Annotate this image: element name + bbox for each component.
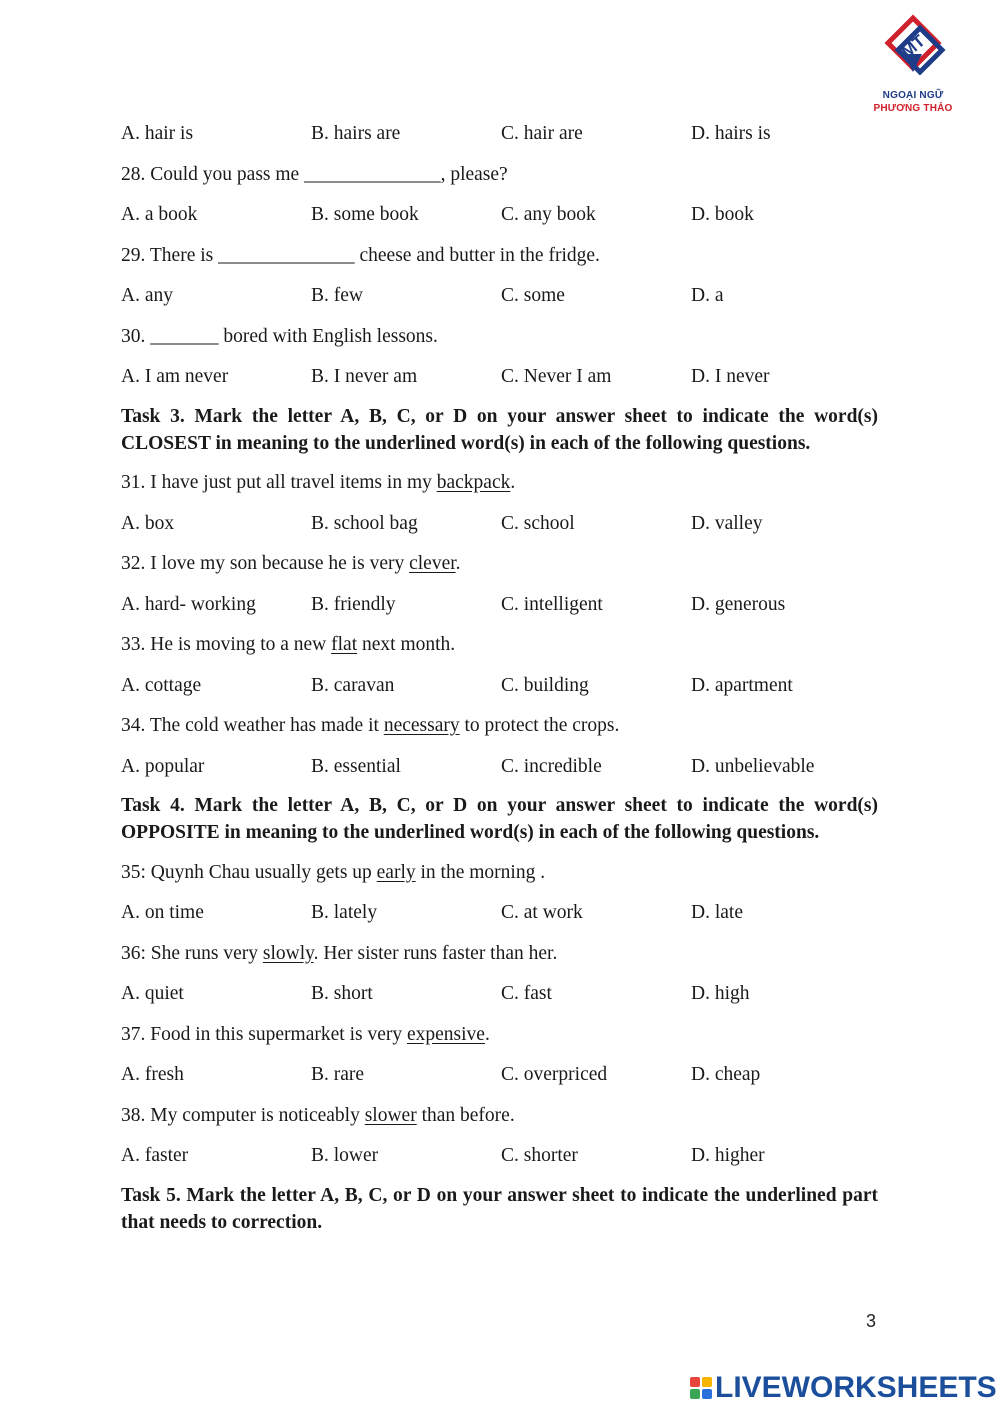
answer-option[interactable]: A. box xyxy=(121,512,175,534)
answer-option[interactable]: B. short xyxy=(311,983,373,1004)
task-instruction: Task 5. Mark the letter A, B, C, or D on your answer sheet to indicate the underlined part that needs to correction. xyxy=(121,1184,878,1233)
question-text xyxy=(121,550,878,591)
question-text xyxy=(121,1102,878,1143)
underlined-word: flat xyxy=(331,634,358,655)
logo-square-4 xyxy=(702,1389,712,1399)
answer-option[interactable]: C. any book xyxy=(501,204,596,225)
question-text-start: 36: She runs very xyxy=(121,942,263,964)
answer-options-row xyxy=(121,1061,878,1102)
worksheet-content xyxy=(121,120,878,1248)
answer-option[interactable]: D. a xyxy=(691,285,724,306)
answer-options-row xyxy=(121,282,878,323)
question-text-end: in the morning . xyxy=(415,861,546,883)
answer-option[interactable]: C. intelligent xyxy=(501,593,603,615)
question-text xyxy=(121,242,878,283)
answer-option[interactable]: C. at work xyxy=(501,902,583,923)
question-text xyxy=(121,859,878,900)
answer-option[interactable]: C. fast xyxy=(501,983,552,1004)
answer-options-row xyxy=(121,120,878,161)
question-text-start: 28. Could you pass me ______________, please? xyxy=(121,163,508,185)
underlined-word: necessary xyxy=(383,715,460,736)
answer-option[interactable]: C. Never I am xyxy=(501,366,612,387)
question-text-end: next month. xyxy=(357,634,456,655)
answer-option[interactable]: A. I am never xyxy=(121,366,229,387)
question-text xyxy=(121,712,878,753)
question-text xyxy=(121,161,878,202)
question-text-end: than before. xyxy=(416,1104,515,1126)
underlined-word: backpack xyxy=(436,472,511,493)
question-text-end: . Her sister runs faster than her. xyxy=(313,942,558,964)
underlined-word: slower xyxy=(364,1104,417,1126)
question-text xyxy=(121,1021,878,1062)
answer-option[interactable]: D. late xyxy=(691,902,743,923)
answer-option[interactable]: A. a book xyxy=(121,204,198,225)
question-text-end: . xyxy=(510,472,516,493)
question-text-start: 35: Quynh Chau usually gets up xyxy=(121,861,377,883)
answer-option[interactable]: D. apartment xyxy=(691,674,793,696)
underlined-word: clever xyxy=(409,553,456,574)
answer-option[interactable]: C. school xyxy=(501,512,575,534)
question-text xyxy=(121,631,878,672)
question-text-end: . xyxy=(484,1023,490,1045)
answer-option[interactable]: B. rare xyxy=(311,1064,365,1085)
answer-option[interactable]: D. high xyxy=(691,983,750,1004)
answer-option[interactable]: B. friendly xyxy=(311,593,396,615)
answer-option[interactable]: C. shorter xyxy=(501,1145,578,1166)
answer-option[interactable]: A. popular xyxy=(121,755,205,777)
answer-options-row xyxy=(121,510,878,551)
answer-option[interactable]: A. fresh xyxy=(121,1064,184,1085)
answer-option[interactable]: B. I never am xyxy=(311,366,418,387)
logo-name-line2: PHƯƠNG THẢO xyxy=(873,103,953,114)
question-text-end: to protect the crops. xyxy=(459,715,620,736)
answer-option[interactable]: A. faster xyxy=(121,1145,189,1166)
answer-option[interactable]: A. hard- working xyxy=(121,593,256,615)
mt-logo-icon xyxy=(858,14,968,90)
answer-option[interactable]: B. some book xyxy=(311,204,419,225)
question-text-start: 33. He is moving to a new xyxy=(121,634,332,655)
answer-option[interactable]: B. caravan xyxy=(311,674,395,696)
answer-option[interactable]: A. on time xyxy=(121,902,204,923)
task-instruction: Task 3. Mark the letter A, B, C, or D on your answer sheet to indicate the word(s) CLOSEST in meaning to the underlined word(s) in each of the following questions. xyxy=(121,405,878,454)
logo-name-line1: NGOẠI NGỮ xyxy=(882,90,944,101)
logo-square-1 xyxy=(690,1377,700,1387)
answer-option[interactable]: C. hair are xyxy=(501,123,583,144)
question-text-end: . xyxy=(455,553,461,574)
question-text xyxy=(121,940,878,981)
underlined-word: expensive xyxy=(406,1023,485,1045)
question-text-start: 34. The cold weather has made it xyxy=(121,715,384,736)
logo-initials: MT xyxy=(897,31,929,62)
question-text-start: 32. I love my son because he is very xyxy=(121,553,410,574)
answer-option[interactable]: A. quiet xyxy=(121,983,184,1004)
answer-option[interactable]: A. hair is xyxy=(121,123,194,144)
underlined-word: early xyxy=(376,861,416,883)
question-text-start: 31. I have just put all travel items in my xyxy=(121,472,437,493)
answer-option[interactable]: B. lower xyxy=(311,1145,379,1166)
answer-option[interactable]: D. generous xyxy=(691,593,786,615)
answer-option[interactable]: C. some xyxy=(501,285,565,306)
footer-brand[interactable] xyxy=(690,1370,997,1406)
answer-option[interactable]: C. overpriced xyxy=(501,1064,608,1085)
answer-option[interactable]: B. school bag xyxy=(311,512,418,534)
question-text xyxy=(121,323,878,364)
answer-option[interactable]: C. building xyxy=(501,674,589,696)
question-text-start: 37. Food in this supermarket is very xyxy=(121,1023,407,1045)
answer-option[interactable]: A. cottage xyxy=(121,674,202,696)
answer-option[interactable]: A. any xyxy=(121,285,173,306)
liveworksheets-logo-icon xyxy=(690,1377,712,1399)
logo-square-3 xyxy=(690,1389,700,1399)
answer-option[interactable]: B. few xyxy=(311,285,363,306)
answer-option[interactable]: B. hairs are xyxy=(311,123,401,144)
answer-option[interactable]: D. unbelievable xyxy=(691,755,815,777)
page-number: 3 xyxy=(866,1311,877,1331)
question-text xyxy=(121,469,878,510)
task-instruction: Task 4. Mark the letter A, B, C, or D on your answer sheet to indicate the word(s) OPPOSITE in meaning to the underlined word(s) in each of the following questions. xyxy=(121,795,878,843)
question-text-start: 29. There is ______________ cheese and butter in the fridge. xyxy=(121,244,600,266)
answer-options-row xyxy=(121,672,878,713)
question-text-start: 30. _______ bored with English lessons. xyxy=(121,325,438,347)
answer-option[interactable]: B. essential xyxy=(311,755,401,777)
answer-options-row xyxy=(121,591,878,632)
underlined-word: slowly xyxy=(262,942,314,964)
logo-square-2 xyxy=(702,1377,712,1387)
answer-options-row xyxy=(121,753,878,794)
answer-options-row xyxy=(121,1142,878,1183)
answer-option[interactable]: D. cheap xyxy=(691,1064,761,1085)
answer-options-row xyxy=(121,363,878,404)
answer-options-row xyxy=(121,201,878,242)
answer-options-row xyxy=(121,980,878,1021)
question-text-start: 38. My computer is noticeably xyxy=(121,1104,365,1126)
answer-options-row xyxy=(121,899,878,940)
answer-option[interactable]: D. book xyxy=(691,204,754,225)
publisher-logo xyxy=(858,14,968,120)
answer-option[interactable]: D. higher xyxy=(691,1145,765,1166)
answer-option[interactable]: D. hairs is xyxy=(691,123,771,144)
answer-option[interactable]: D. valley xyxy=(691,512,763,534)
answer-option[interactable]: B. lately xyxy=(311,902,378,923)
answer-option[interactable]: D. I never xyxy=(691,366,770,387)
answer-option[interactable]: C. incredible xyxy=(501,755,602,777)
footer-brand-text: LIVEWORKSHEETS xyxy=(715,1371,997,1404)
